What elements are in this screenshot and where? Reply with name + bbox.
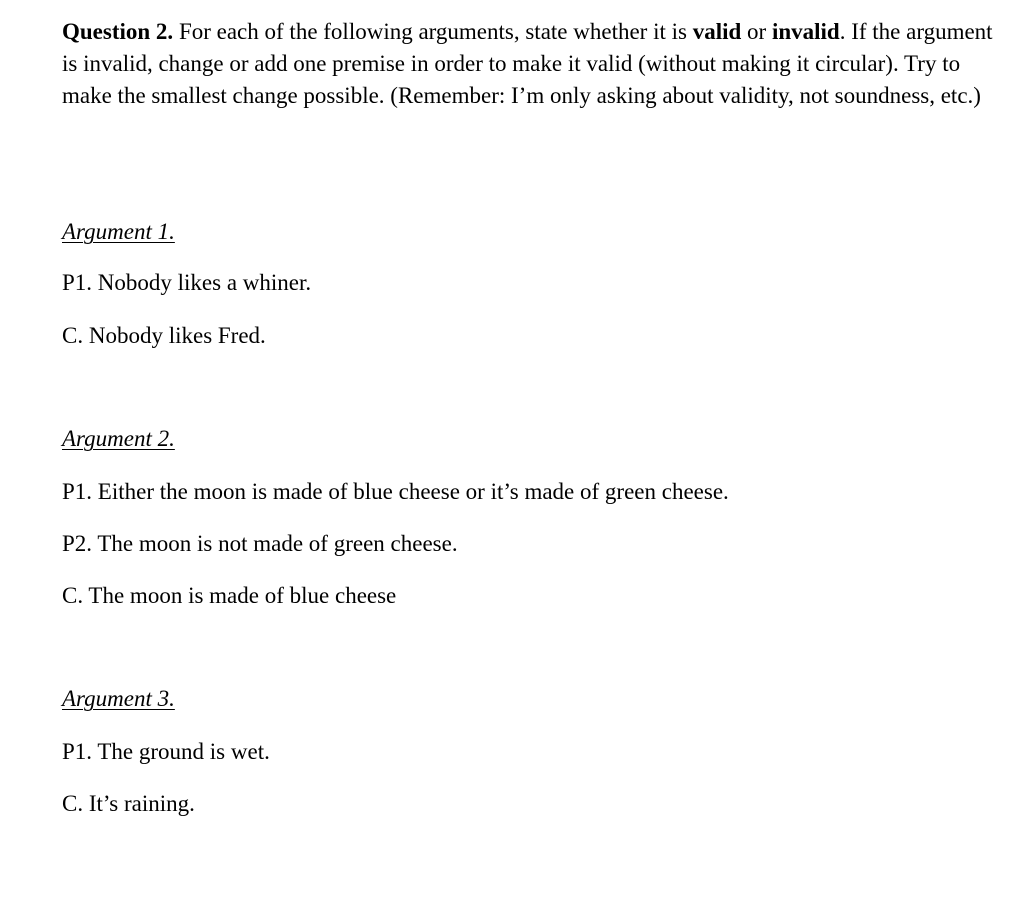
argument-line: C. Nobody likes Fred. [62,323,266,348]
question-text-a: For each of the following arguments, state whether it is [173,19,693,44]
argument-line: P2. The moon is not made of green cheese. [62,531,458,556]
argument-line: P1. The ground is wet. [62,739,270,764]
valid-word: valid [692,19,742,44]
argument-title: Argument 3. [62,686,175,711]
argument-title: Argument 2. [62,426,175,451]
argument-1 [62,217,962,348]
question-text-c: . If the argument is invalid, change or add one premise in order to make it valid (without making it circular). Try to make the smallest change possible. (Remember: I’m only asking about validity, not soundness, etc.) [62,19,993,108]
question-text [62,16,1002,112]
argument-line: C. It’s raining. [62,791,195,816]
argument-title: Argument 1. [62,219,175,244]
argument-3 [62,684,962,816]
argument-line: P1. Nobody likes a whiner. [62,270,312,295]
argument-2 [62,424,962,608]
question-label: Question 2. [62,19,174,44]
invalid-word: invalid [771,19,840,44]
question-block [62,16,1002,112]
question-text-b: or [741,19,772,44]
argument-line: C. The moon is made of blue cheese [62,583,397,608]
argument-line: P1. Either the moon is made of blue cheese or it’s made of green cheese. [62,479,729,504]
